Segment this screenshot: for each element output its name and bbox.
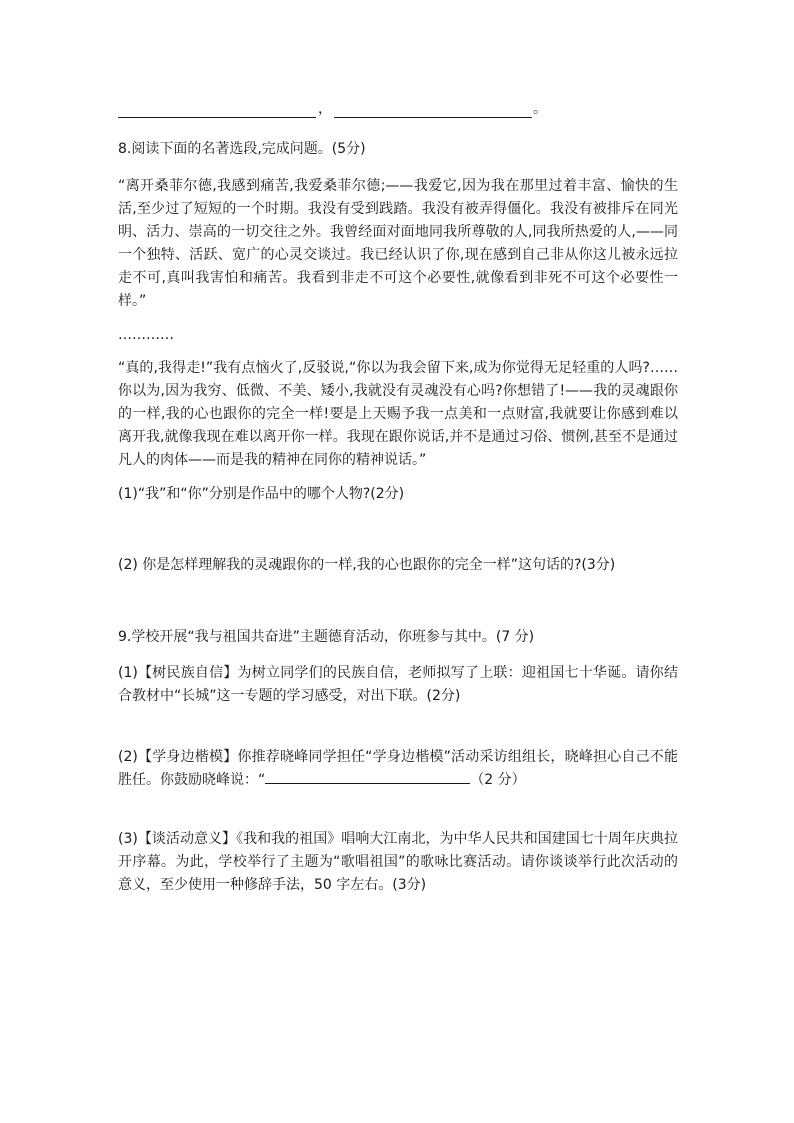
question-9-sub-3: (3)【谈活动意义】《我和我的祖国》唱响大江南北，为中华人民共和国建国七十周年庆典拉开序幕。为此，学校举行了主题为“歌唱祖国”的歌咏比赛活动。请你谈谈举行此次活动的意义，至少使用一种修辞手法，50 字左右。(3分): [118, 831, 678, 893]
question-9-sub-1: (1)【树民族自信】为树立同学们的民族自信，老师拟写了上联：迎祖国七十华诞。请你结合教材中“长城”这一专题的学习感受，对出下联。(2分): [118, 665, 678, 704]
question-9-sub-2-prompt: (2)【学身边楷模】你推荐晓峰同学担任“学身边楷模”活动采访组组长，晓峰担心自己不能胜任。你鼓励晓峰说：“: [118, 749, 678, 788]
document-page: [118, 96, 678, 897]
answer-blank-row: [118, 96, 678, 118]
question-8-sub-1: (1)“我”和“你”分别是作品中的哪个人物?(2分): [118, 486, 405, 502]
answer-blank-2[interactable]: [334, 99, 532, 118]
question-8-passage-2: “真的,我得走!”我有点恼火了,反驳说,“你以为我会留下来,成为你觉得无足轻重的人吗?……你以为,因为我穷、低微、不美、矮小,我就没有灵魂没有心吗?你想错了!——我的灵魂跟你的一样,我的心也跟你的完全一样!要是上天赐予我一点美和一点财富,我就要让你感到难以离开我,就像我现在难以离开你一样。我现在跟你说话,并不是通过习俗、惯例,甚至不是通过凡人的肉体——而是我的精神在同你的精神说话。”: [118, 360, 678, 468]
question-8-passage-1: “离开桑菲尔德,我感到痛苦,我爱桑菲尔德;——我爱它,因为我在那里过着丰富、愉快的生活,至少过了短短的一个时期。我没有受到践踏。我没有被弄得僵化。我没有被排斥在同光明、活力、崇高的一切交往之外。我曾经面对面地同我所尊敬的人,同我所热爱的人,——同一个独特、活跃、宽广的心灵交谈过。我已经认识了你,现在感到自己非从你这儿被永远拉走不可,真叫我害怕和痛苦。我看到非走不可这个必要性,就像看到非死不可这个必要性一样。”: [118, 178, 678, 309]
comma-separator: ，: [318, 101, 332, 117]
question-8-sub-2: (2) 你是怎样理解我的灵魂跟你的一样,我的心也跟你的完全一样”这句话的?(3分): [118, 557, 616, 573]
question-9-sub-2-score: （2 分）: [470, 772, 526, 788]
question-8-ellipsis: …………: [118, 327, 174, 343]
question-8-title: 8.阅读下面的名著选段,完成问题。(5分): [118, 141, 366, 157]
answer-blank-1[interactable]: [118, 99, 316, 118]
answer-blank-encourage[interactable]: [265, 769, 470, 784]
question-9-title: 9.学校开展“我与祖国共奋进”主题德育活动，你班参与其中。(7 分): [118, 629, 535, 645]
period-mark: 。: [533, 101, 547, 117]
question-9-sub-2: [118, 746, 678, 792]
